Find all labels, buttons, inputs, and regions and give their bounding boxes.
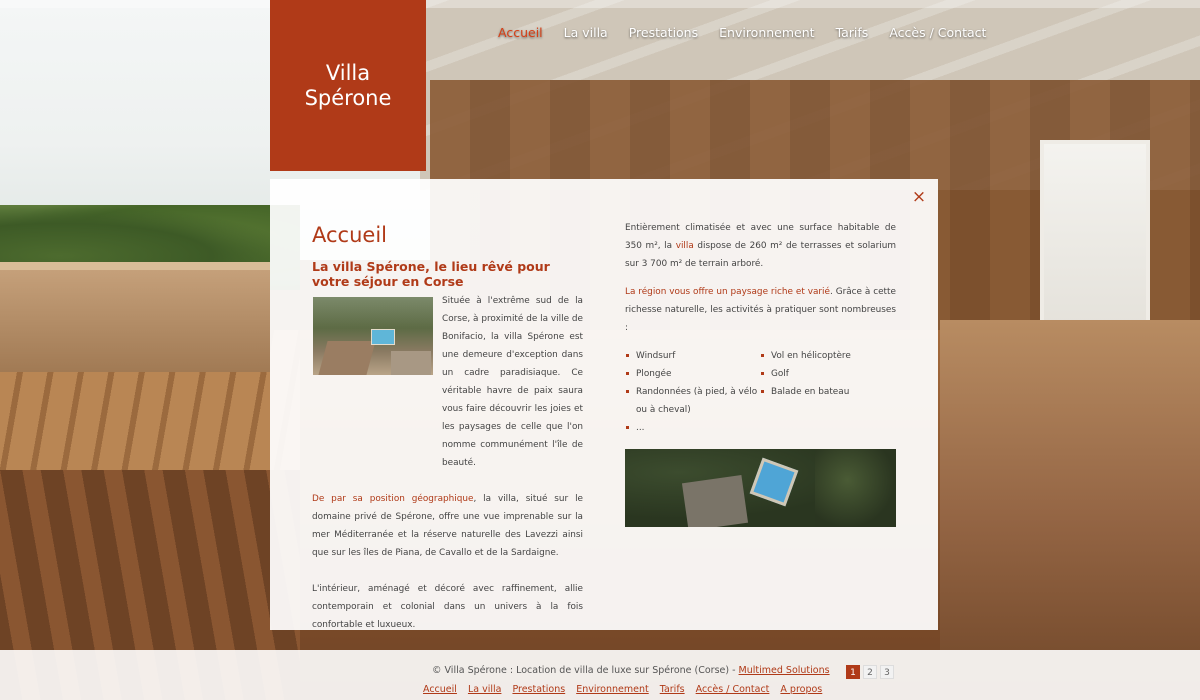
footer-nav-accueil[interactable]: Accueil: [423, 684, 457, 695]
logo-line-2: Spérone: [304, 85, 392, 110]
activities-col-2: [760, 347, 895, 437]
slideshow-pager: [846, 665, 894, 679]
main-nav: [498, 25, 1007, 40]
copyright: [432, 665, 830, 676]
activity-item: Randonnées (à pied, à vélo ou à cheval): [625, 383, 760, 419]
activity-item: Plongée: [625, 365, 760, 383]
pager-button-2[interactable]: 2: [863, 665, 877, 679]
footer-nav: [423, 684, 833, 695]
logo[interactable]: [270, 0, 426, 171]
pool-shape: [750, 458, 799, 507]
footer: [0, 650, 1200, 700]
top-bar: [0, 0, 1200, 8]
nav-tarifs[interactable]: Tarifs: [835, 25, 869, 40]
trees-shape: [815, 449, 896, 527]
region-link[interactable]: La région vous offre un paysage riche et varié: [625, 287, 830, 297]
copyright-text: © Villa Spérone : Location de villa de luxe sur Spérone (Corse) -: [432, 665, 739, 676]
activities-col-1: [625, 347, 760, 437]
climate-text-a: Entièrement climatisée et avec une surface habitable de 350 m², la: [625, 223, 896, 251]
aerial-view-image: [625, 449, 896, 527]
position-link[interactable]: De par sa position géographique: [312, 494, 474, 504]
activities-list: [625, 347, 896, 437]
page-title: Accueil: [312, 223, 387, 247]
footer-nav-la-villa[interactable]: La villa: [467, 684, 502, 695]
close-icon[interactable]: ×: [911, 187, 927, 207]
activity-item: Golf: [760, 365, 895, 383]
activity-item: ...: [625, 419, 760, 437]
house-shape: [682, 475, 748, 527]
position-text: , la villa, situé sur le domaine privé de Spérone, offre une vue imprenable sur la mer Méditerranée et la réserve naturelle des Lavezzi ainsi que sur les îles de Piana, de Cavallo et de la Sardaigne.: [312, 494, 584, 558]
footer-nav-environnement[interactable]: Environnement: [576, 684, 649, 695]
intro-paragraph: Située à l'extrême sud de la Corse, à proximité de la ville de Bonifacio, la villa Spérone est une demeure d'exception dans un cadre paradisiaque. Ce véritable havre de paix saura vous faire découvrir les joies et les paysages de celle que l'on nomme communément l'île de beauté.: [442, 296, 583, 468]
logo-line-1: Villa: [325, 60, 371, 85]
page-subtitle: La villa Spérone, le lieu rêvé pour votre séjour en Corse: [312, 259, 550, 289]
interior-paragraph: L'intérieur, aménagé et décoré avec raffinement, allie contemporain et colonial dans un univers à la fois confortable et luxueux.: [312, 584, 583, 630]
position-paragraph: [312, 490, 583, 562]
activity-item: Vol en hélicoptère: [760, 347, 895, 365]
interior-floor: [940, 320, 1200, 650]
footer-nav-a-propos[interactable]: A propos: [780, 684, 823, 695]
railing: [0, 262, 270, 372]
nav-prestations[interactable]: Prestations: [628, 25, 699, 40]
left-column: [312, 292, 583, 634]
climate-paragraph: [625, 219, 896, 273]
region-text: . Grâce à cette richesse naturelle, les activités à pratiquer sont nombreuses :: [625, 287, 896, 333]
activity-item: Balade en bateau: [760, 383, 895, 401]
nav-accueil[interactable]: Accueil: [498, 25, 543, 40]
region-paragraph: [625, 283, 896, 337]
footer-nav-acces-contact[interactable]: Accès / Contact: [695, 684, 770, 695]
right-column: [625, 219, 896, 437]
multimed-link[interactable]: Multimed Solutions: [738, 665, 830, 676]
villa-link[interactable]: villa: [675, 241, 694, 251]
nav-la-villa[interactable]: La villa: [563, 25, 608, 40]
activity-item: Windsurf: [625, 347, 760, 365]
nav-acces-contact[interactable]: Accès / Contact: [889, 25, 987, 40]
pager-button-1[interactable]: 1: [846, 665, 860, 679]
logo-text: [305, 61, 392, 111]
footer-nav-tarifs[interactable]: Tarifs: [659, 684, 685, 695]
climate-text-b: dispose de 260 m² de terrasses et solarium sur 3 700 m² de terrain arboré.: [625, 241, 896, 269]
nav-environnement[interactable]: Environnement: [719, 25, 815, 40]
window: [1040, 140, 1150, 340]
content-panel: [270, 179, 938, 630]
footer-nav-prestations[interactable]: Prestations: [512, 684, 566, 695]
pager-button-3[interactable]: 3: [880, 665, 894, 679]
